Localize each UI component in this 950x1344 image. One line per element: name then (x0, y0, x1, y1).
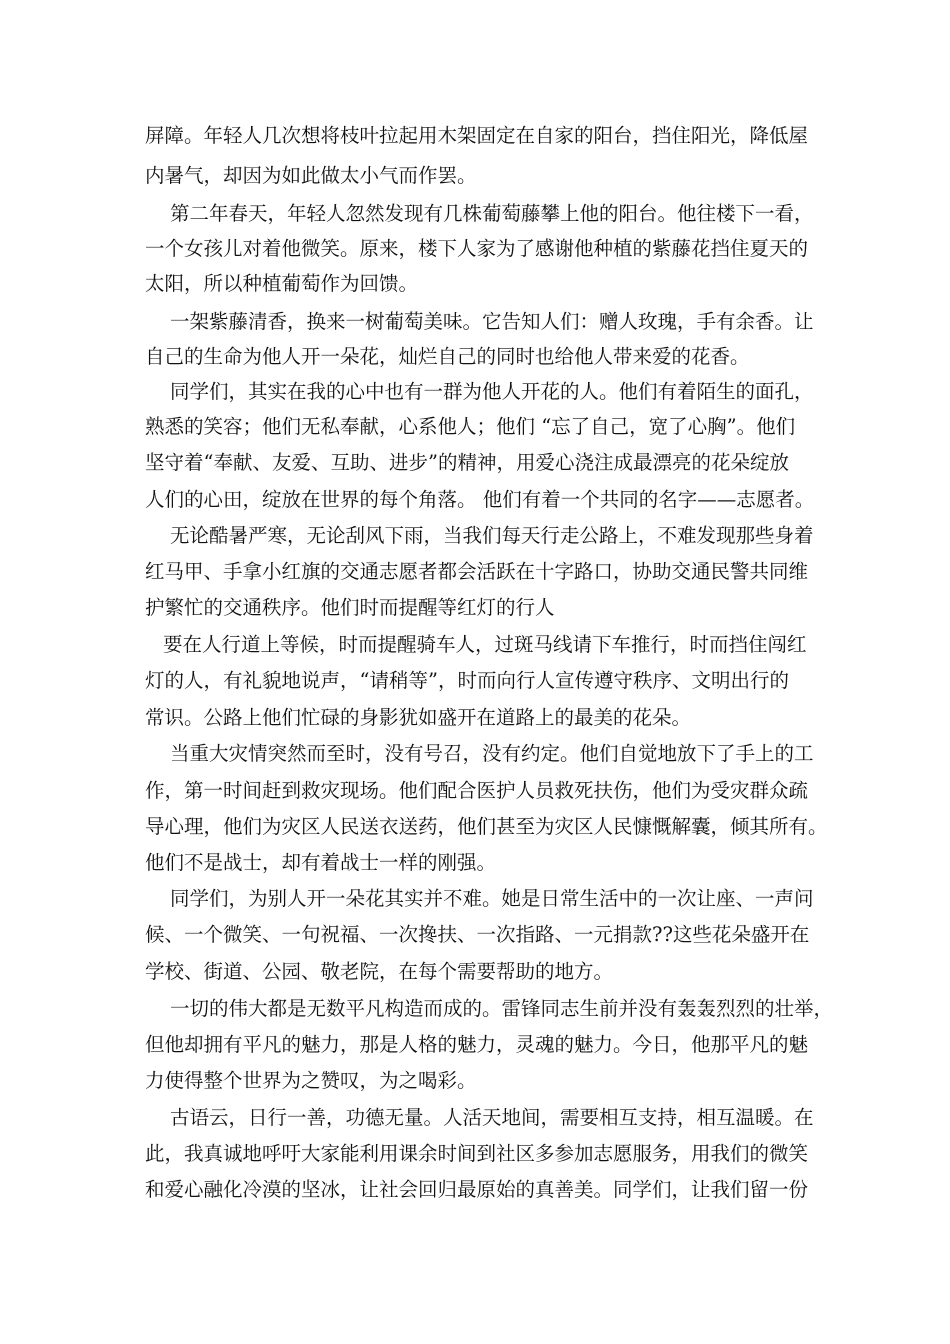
text-line: 当重大灾情突然而至时，没有号召，没有约定。他们自觉地放下了手上的工 (170, 742, 814, 765)
text-line: 屏障。年轻人几次想将枝叶拉起用木架固定在自家的阳台，挡住阳光，降低屋 (145, 124, 809, 147)
text-line: 红马甲、手拿小红旗的交通志愿者都会活跃在十字路口，协助交通民警共同维 (145, 560, 809, 583)
text-line: 同学们，其实在我的心中也有一群为他人开花的人。他们有着陌生的面孔， (170, 380, 814, 403)
text-line: 第二年春天，年轻人忽然发现有几株葡萄藤攀上他的阳台。他往楼下一看， (170, 202, 814, 225)
text-line: 学校、街道、公园、敬老院，在每个需要帮助的地方。 (145, 960, 614, 983)
text-line: 自己的生命为他人开一朵花，灿烂自己的同时也给他人带来爱的花香。 (145, 345, 750, 368)
text-line: 和爱心融化冷漠的坚冰，让社会回归最原始的真善美。同学们，让我们留一份 (145, 1178, 809, 1201)
text-line: 他们不是战士，却有着战士一样的刚强。 (145, 851, 497, 874)
text-line: 导心理，他们为灾区人民送衣送药，他们甚至为灾区人民慷慨解囊，倾其所有。 (145, 815, 828, 838)
text-line: 候、一个微笑、一句祝福、一次搀扶、一次指路、一元捐款??这些花朵盛开在 (145, 923, 810, 946)
text-line: 同学们，为别人开一朵花其实并不难。她是日常生活中的一次让座、一声问 (170, 887, 814, 910)
text-line: 灯的人，有礼貌地说声，“请稍等”，时而向行人宣传遵守秩序、文明出行的 (145, 669, 789, 692)
text-line: 无论酷暑严寒，无论刮风下雨，当我们每天行走公路上，不难发现那些身着 (170, 524, 814, 547)
text-line: 要在人行道上等候，时而提醒骑车人，过斑马线请下车推行，时而挡住闯红 (163, 633, 807, 656)
text-line: 人们的心田，绽放在世界的每个角落。 他们有着一个共同的名字——志愿者。 (145, 488, 815, 511)
text-line: 太阳，所以种植葡萄作为回馈。 (145, 272, 419, 295)
text-line: 常识。公路上他们忙碌的身影犹如盛开在道路上的最美的花朵。 (145, 706, 692, 729)
text-line: 但他却拥有平凡的魅力，那是人格的魅力，灵魂的魅力。今日，他那平凡的魅 (145, 1033, 809, 1056)
text-line: 此，我真诚地呼吁大家能利用课余时间到社区多参加志愿服务，用我们的微笑 (145, 1142, 809, 1165)
text-line: 内暑气，却因为如此做太小气而作罢。 (145, 164, 477, 187)
text-line: 一架紫藤清香，换来一树葡萄美味。它告知人们：赠人玫瑰，手有余香。让 (170, 310, 814, 333)
text-line: 作，第一时间赶到救灾现场。他们配合医护人员救死扶伤，他们为受灾群众疏 (145, 779, 809, 802)
text-line: 一个女孩儿对着他微笑。原来，楼下人家为了感谢他种植的紫藤花挡住夏天的 (145, 237, 809, 260)
text-line: 熟悉的笑容；他们无私奉献，心系他人；他们 “忘了自己，宽了心胸”。他们 (145, 415, 796, 438)
text-line: 护繁忙的交通秩序。他们时而提醒等红灯的行人 (145, 596, 555, 619)
text-line: 一切的伟大都是无数平凡构造而成的。雷锋同志生前并没有轰轰烈烈的壮举， (170, 997, 834, 1020)
text-line: 坚守着“奉献、友爱、互助、进步”的精神，用爱心浇注成最漂亮的花朵绽放 (145, 451, 789, 474)
text-line: 力使得整个世界为之赞叹，为之喝彩。 (145, 1069, 477, 1092)
text-line: 古语云，日行一善，功德无量。人活天地间，需要相互支持，相互温暖。在 (170, 1106, 814, 1129)
